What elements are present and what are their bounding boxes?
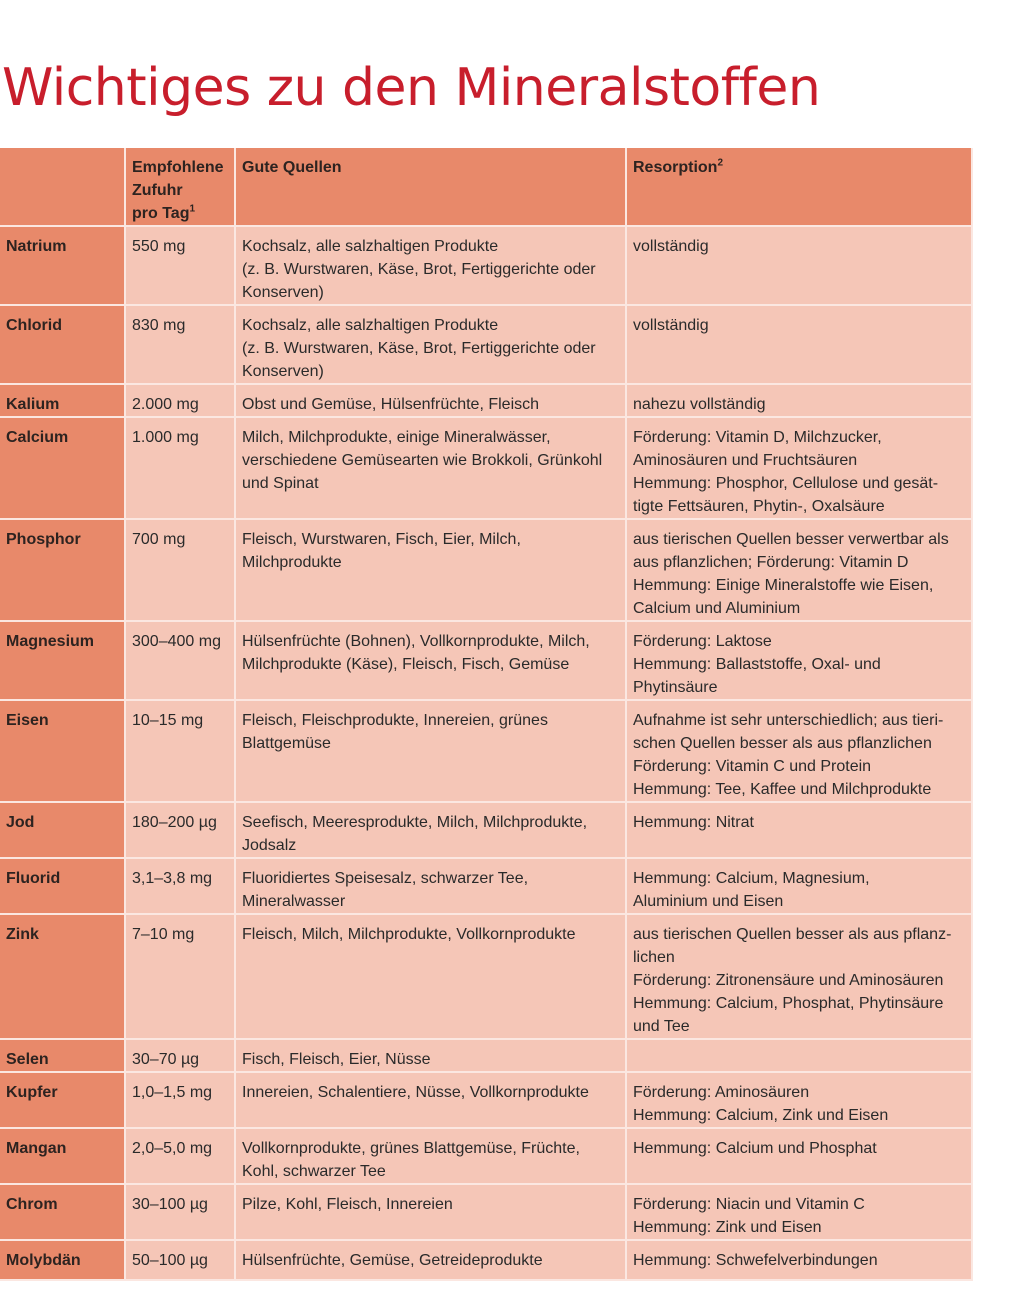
resorption-cell — [626, 1128, 972, 1184]
sources-line: Obst und Gemüse, Hülsenfrüchte, Fleisch — [242, 396, 540, 413]
resorption-line: aus tierischen Quellen besser als aus pflanz- — [633, 926, 952, 943]
resorption-line: aus pflanzlichen; Förderung: Vitamin D — [633, 554, 909, 571]
sources-cell — [235, 802, 626, 858]
sources-cell — [235, 914, 626, 1039]
sources-line: verschiedene Gemüsearten wie Brokkoli, Grünkohl — [242, 452, 603, 469]
table-row — [0, 417, 972, 519]
sources-line: Blattgemüse — [242, 735, 331, 752]
intake-cell: 180–200 µg — [125, 802, 235, 858]
resorption-line: Aufnahme ist sehr unterschiedlich; aus tieri- — [633, 712, 944, 729]
mineral-name: Magnesium — [0, 621, 125, 700]
table-body — [0, 226, 972, 1280]
resorption-line: Förderung: Vitamin C und Protein — [633, 758, 872, 775]
table-row — [0, 621, 972, 700]
sources-cell — [235, 226, 626, 305]
intake-cell: 2,0–5,0 mg — [125, 1128, 235, 1184]
sources-cell — [235, 417, 626, 519]
mineral-name: Fluorid — [0, 858, 125, 914]
table-row — [0, 802, 972, 858]
resorption-line: Hemmung: Nitrat — [633, 814, 754, 831]
resorption-line: Hemmung: Tee, Kaffee und Milchprodukte — [633, 781, 932, 798]
table-row — [0, 858, 972, 914]
resorption-cell — [626, 858, 972, 914]
intake-cell: 10–15 mg — [125, 700, 235, 802]
mineral-name: Natrium — [0, 226, 125, 305]
sources-cell — [235, 305, 626, 384]
resorption-line: aus tierischen Quellen besser verwertbar als — [633, 531, 949, 548]
sources-cell — [235, 858, 626, 914]
sources-line: Kochsalz, alle salzhaltigen Produkte — [242, 317, 499, 334]
mineral-name: Kupfer — [0, 1072, 125, 1128]
sources-line: und Spinat — [242, 475, 319, 492]
resorption-line: Hemmung: Schwefelverbindungen — [633, 1252, 878, 1269]
sources-cell — [235, 519, 626, 621]
sources-line: Hülsenfrüchte (Bohnen), Vollkornprodukte, Milch, — [242, 633, 590, 650]
page-title: Wichtiges zu den Mineralstoffen — [2, 58, 821, 118]
resorption-cell — [626, 700, 972, 802]
footnote-marker: 2 — [717, 157, 724, 169]
sources-line: Fisch, Fleisch, Eier, Nüsse — [242, 1051, 431, 1068]
sources-line: Milch, Milchprodukte, einige Mineralwässer, — [242, 429, 551, 446]
resorption-cell — [626, 417, 972, 519]
sources-cell — [235, 621, 626, 700]
sources-line: Seefisch, Meeresprodukte, Milch, Milchprodukte, — [242, 814, 588, 831]
resorption-cell — [626, 305, 972, 384]
resorption-line: tigte Fettsäuren, Phytin-, Oxalsäure — [633, 498, 885, 515]
intake-cell: 300–400 mg — [125, 621, 235, 700]
resorption-line: Förderung: Aminosäuren — [633, 1084, 810, 1101]
mineral-name: Mangan — [0, 1128, 125, 1184]
resorption-cell — [626, 621, 972, 700]
header-resorption — [626, 148, 972, 226]
resorption-line: schen Quellen besser als aus pflanzlichen — [633, 735, 932, 752]
resorption-line: Förderung: Niacin und Vitamin C — [633, 1196, 865, 1213]
resorption-line: Hemmung: Ballaststoffe, Oxal- und — [633, 656, 881, 673]
mineral-name: Chrom — [0, 1184, 125, 1240]
resorption-cell — [626, 1039, 972, 1072]
table-row — [0, 1128, 972, 1184]
sources-line: Vollkornprodukte, grünes Blattgemüse, Früchte, — [242, 1140, 580, 1157]
resorption-line: Phytinsäure — [633, 679, 718, 696]
resorption-cell — [626, 914, 972, 1039]
intake-cell: 1,0–1,5 mg — [125, 1072, 235, 1128]
sources-line: Pilze, Kohl, Fleisch, Innereien — [242, 1196, 453, 1213]
intake-cell: 3,1–3,8 mg — [125, 858, 235, 914]
resorption-cell — [626, 1240, 972, 1280]
table-row — [0, 1240, 972, 1280]
footnote-marker: 1 — [189, 203, 196, 215]
intake-cell: 700 mg — [125, 519, 235, 621]
resorption-line: Hemmung: Calcium, Phosphat, Phytinsäure — [633, 995, 944, 1012]
intake-cell: 30–70 µg — [125, 1039, 235, 1072]
resorption-line: Aminosäuren und Fruchtsäuren — [633, 452, 858, 469]
mineral-name: Selen — [0, 1039, 125, 1072]
table-row — [0, 914, 972, 1039]
intake-cell: 50–100 µg — [125, 1240, 235, 1280]
table-row — [0, 384, 972, 417]
sources-line: Mineralwasser — [242, 893, 346, 910]
sources-cell — [235, 1128, 626, 1184]
resorption-line: lichen — [633, 949, 675, 966]
table-row — [0, 700, 972, 802]
sources-line: Fleisch, Wurstwaren, Fisch, Eier, Milch, — [242, 531, 521, 548]
mineral-name: Eisen — [0, 700, 125, 802]
sources-line: Kohl, schwarzer Tee — [242, 1163, 386, 1180]
sources-cell — [235, 1072, 626, 1128]
sources-line: Konserven) — [242, 284, 324, 301]
table-header-row — [0, 148, 972, 226]
intake-cell: 2.000 mg — [125, 384, 235, 417]
table-row — [0, 1072, 972, 1128]
sources-line: (z. B. Wurstwaren, Käse, Brot, Fertiggerichte oder — [242, 261, 596, 278]
resorption-line: Hemmung: Calcium, Magnesium, — [633, 870, 870, 887]
header-sources: Gute Quellen — [235, 148, 626, 226]
sources-cell — [235, 700, 626, 802]
sources-cell — [235, 1240, 626, 1280]
sources-cell — [235, 384, 626, 417]
resorption-line: Hemmung: Phosphor, Cellulose und gesät- — [633, 475, 939, 492]
sources-line: Milchprodukte — [242, 554, 342, 571]
header-intake — [125, 148, 235, 226]
mineral-name: Chlorid — [0, 305, 125, 384]
sources-line: Jodsalz — [242, 837, 297, 854]
sources-line: Innereien, Schalentiere, Nüsse, Vollkornprodukte — [242, 1084, 589, 1101]
sources-cell — [235, 1039, 626, 1072]
intake-cell: 30–100 µg — [125, 1184, 235, 1240]
intake-cell: 7–10 mg — [125, 914, 235, 1039]
resorption-line: Hemmung: Calcium, Zink und Eisen — [633, 1107, 889, 1124]
sources-line: Fluoridiertes Speisesalz, schwarzer Tee, — [242, 870, 529, 887]
mineral-name: Phosphor — [0, 519, 125, 621]
resorption-cell — [626, 1072, 972, 1128]
sources-line: Hülsenfrüchte, Gemüse, Getreideprodukte — [242, 1252, 543, 1269]
header-resorption-text: Resorption — [633, 159, 718, 176]
resorption-line: Förderung: Vitamin D, Milchzucker, — [633, 429, 882, 446]
sources-line: (z. B. Wurstwaren, Käse, Brot, Fertiggerichte oder — [242, 340, 596, 357]
mineral-name: Jod — [0, 802, 125, 858]
resorption-line: vollständig — [633, 317, 709, 334]
resorption-line: Calcium und Aluminium — [633, 600, 801, 617]
table-row — [0, 1184, 972, 1240]
resorption-cell — [626, 802, 972, 858]
sources-cell — [235, 1184, 626, 1240]
resorption-line: vollständig — [633, 238, 709, 255]
header-intake-line: Empfohlene — [132, 159, 224, 176]
sources-line: Milchprodukte (Käse), Fleisch, Fisch, Gemüse — [242, 656, 570, 673]
mineral-name: Zink — [0, 914, 125, 1039]
mineral-name: Calcium — [0, 417, 125, 519]
resorption-line: Hemmung: Zink und Eisen — [633, 1219, 822, 1236]
mineral-name: Kalium — [0, 384, 125, 417]
resorption-line: Aluminium und Eisen — [633, 893, 784, 910]
intake-cell: 1.000 mg — [125, 417, 235, 519]
header-intake-text: pro Tag — [132, 205, 190, 222]
header-mineral — [0, 148, 125, 226]
resorption-cell — [626, 384, 972, 417]
resorption-line: Förderung: Laktose — [633, 633, 772, 650]
sources-line: Kochsalz, alle salzhaltigen Produkte — [242, 238, 499, 255]
resorption-line: Hemmung: Einige Mineralstoffe wie Eisen, — [633, 577, 934, 594]
header-intake-line: Zufuhr — [132, 182, 183, 199]
resorption-cell — [626, 1184, 972, 1240]
resorption-cell — [626, 226, 972, 305]
table-row — [0, 1039, 972, 1072]
sources-line: Fleisch, Milch, Milchprodukte, Vollkornprodukte — [242, 926, 576, 943]
resorption-line: nahezu vollständig — [633, 396, 766, 413]
minerals-table — [0, 148, 973, 1281]
table-row — [0, 519, 972, 621]
resorption-line: Förderung: Zitronensäure und Aminosäuren — [633, 972, 944, 989]
sources-line: Fleisch, Fleischprodukte, Innereien, grünes — [242, 712, 548, 729]
intake-cell: 550 mg — [125, 226, 235, 305]
table-row — [0, 305, 972, 384]
resorption-cell — [626, 519, 972, 621]
table-row — [0, 226, 972, 305]
resorption-line: und Tee — [633, 1018, 690, 1035]
header-intake-line — [132, 202, 228, 225]
resorption-line: Hemmung: Calcium und Phosphat — [633, 1140, 877, 1157]
intake-cell: 830 mg — [125, 305, 235, 384]
mineral-name: Molybdän — [0, 1240, 125, 1280]
sources-line: Konserven) — [242, 363, 324, 380]
